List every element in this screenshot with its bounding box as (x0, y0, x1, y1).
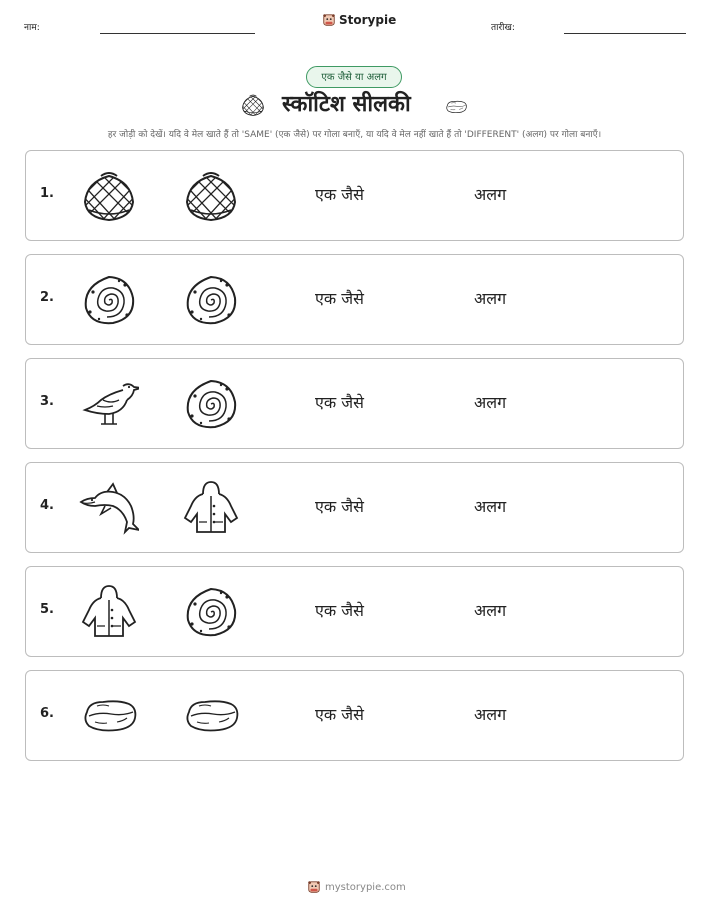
rock-icon (440, 96, 472, 118)
shell-icon (79, 272, 139, 328)
name-field[interactable] (100, 33, 255, 34)
row-number: 5. (40, 602, 54, 617)
date-field[interactable] (564, 33, 686, 34)
shell-icon (181, 584, 241, 640)
question-row-3 (25, 358, 684, 449)
option-same[interactable]: एक जैसे (315, 393, 364, 412)
instructions: हर जोड़ी को देखें। यदि वे मेल खाते हैं तो 'SAME' (एक जैसे) पर गोला बनाएँ, या यदि वे मेल नहीं खाते हैं तो 'DIFFERENT' (अलग) पर गोला बनाएँ। (107, 130, 602, 140)
activity-tag: एक जैसे या अलग (306, 66, 402, 88)
brand-logo (322, 13, 396, 27)
coat-icon (181, 480, 241, 536)
question-row-6 (25, 670, 684, 761)
option-same[interactable]: एक जैसे (315, 601, 364, 620)
rock-icon (181, 688, 241, 744)
option-same[interactable]: एक जैसे (315, 289, 364, 308)
shell-icon (181, 272, 241, 328)
row-number: 3. (40, 394, 54, 409)
net-icon (181, 168, 241, 224)
option-different[interactable]: अलग (474, 289, 507, 308)
question-row-1 (25, 150, 684, 241)
row-number: 2. (40, 290, 54, 305)
date-label: तारीख: (491, 23, 515, 33)
row-number: 6. (40, 706, 54, 721)
option-different[interactable]: अलग (474, 185, 507, 204)
option-same[interactable]: एक जैसे (315, 185, 364, 204)
net-icon (240, 92, 266, 118)
brand-name: Storypie (339, 13, 397, 27)
seagull-icon (79, 376, 139, 432)
rock-icon (79, 688, 139, 744)
row-number: 1. (40, 186, 54, 201)
question-row-2 (25, 254, 684, 345)
shell-icon (181, 376, 241, 432)
coat-icon (79, 584, 139, 640)
option-different[interactable]: अलग (474, 393, 507, 412)
mascot-icon (307, 880, 321, 894)
option-different[interactable]: अलग (474, 705, 507, 724)
name-label: नाम: (24, 23, 40, 33)
footer (307, 880, 406, 894)
option-same[interactable]: एक जैसे (315, 705, 364, 724)
net-icon (79, 168, 139, 224)
row-number: 4. (40, 498, 54, 513)
mascot-icon (322, 13, 336, 27)
footer-url[interactable]: mystorypie.com (325, 881, 406, 893)
dolphin-icon (79, 480, 139, 536)
question-row-4 (25, 462, 684, 553)
option-same[interactable]: एक जैसे (315, 497, 364, 516)
page-title: स्कॉटिश सीलकी (282, 92, 411, 117)
option-different[interactable]: अलग (474, 497, 507, 516)
question-row-5 (25, 566, 684, 657)
option-different[interactable]: अलग (474, 601, 507, 620)
